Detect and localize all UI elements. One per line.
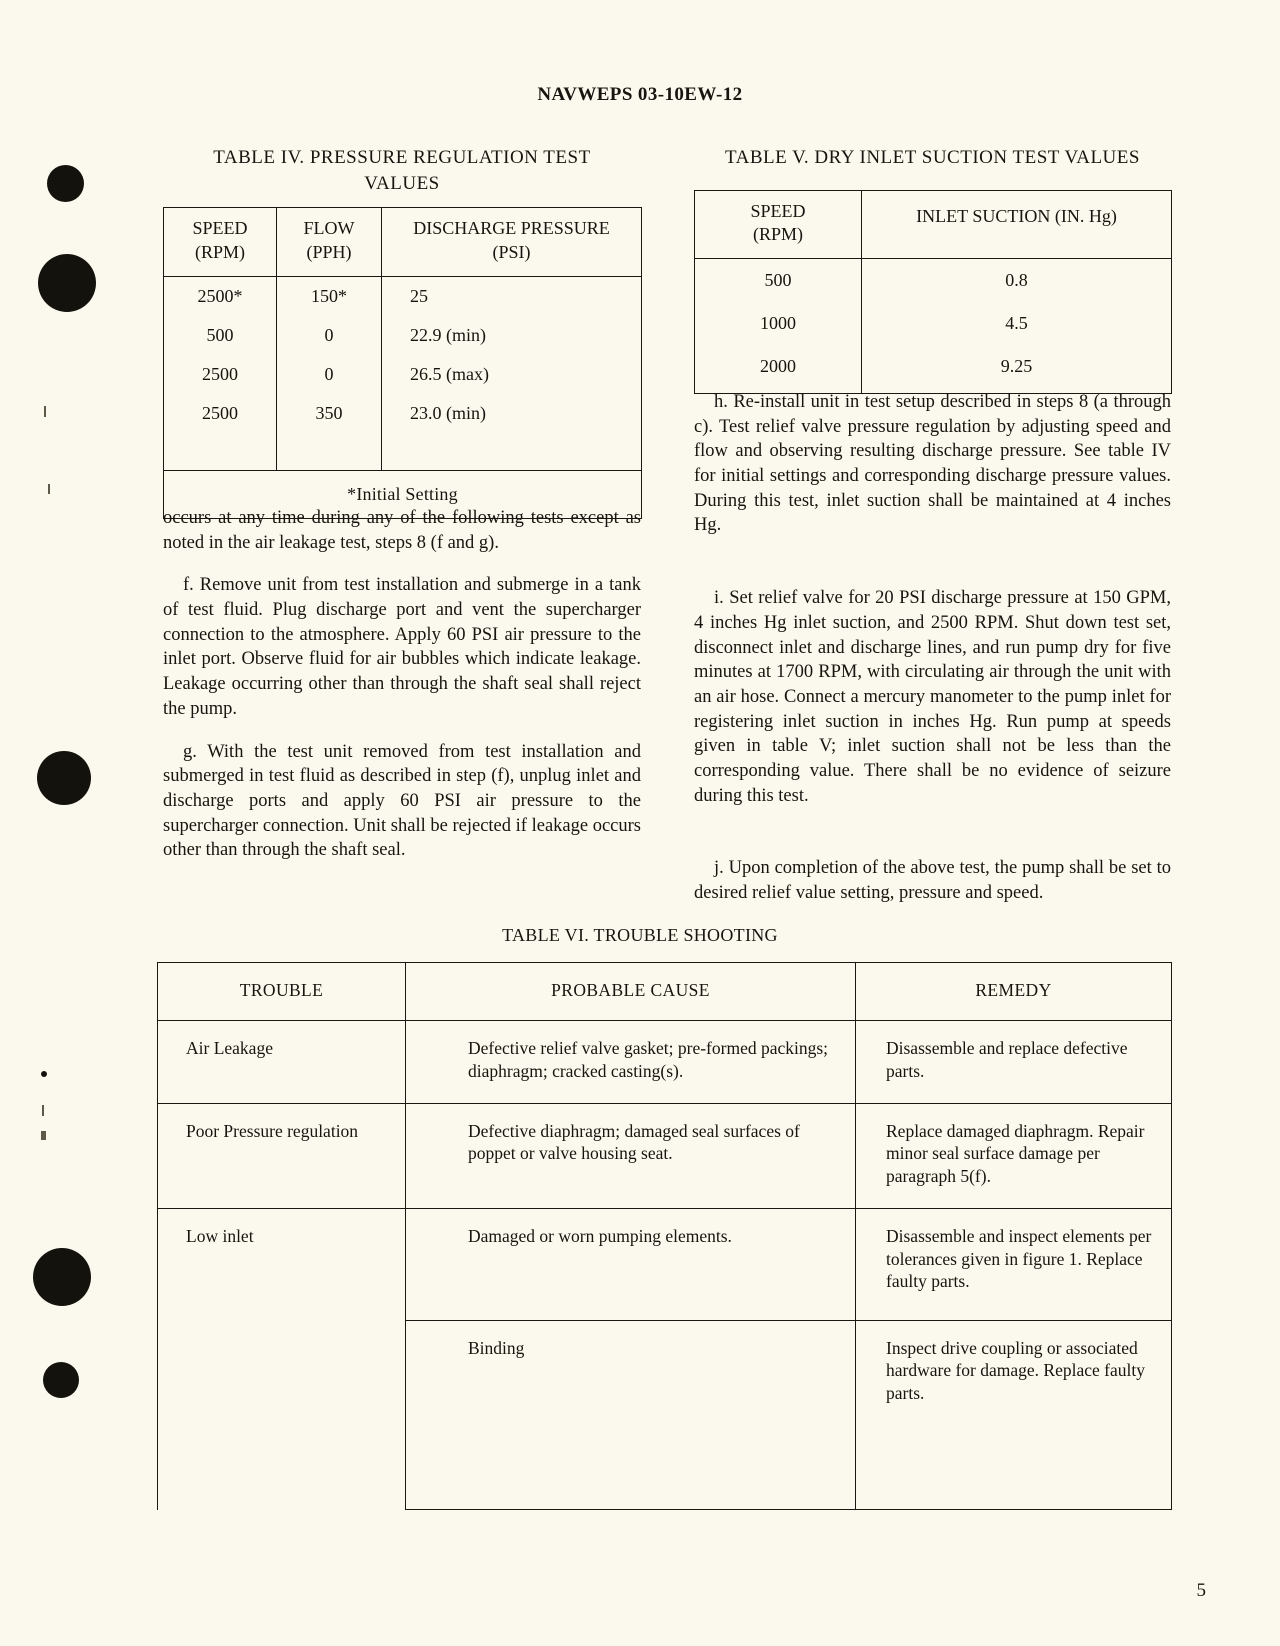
header-subtext: (RPM) — [194, 241, 245, 262]
table-v — [694, 190, 1172, 395]
table-iv-footnote: *Initial Setting — [164, 471, 642, 519]
table-iv-container — [163, 145, 641, 519]
table-vi — [157, 962, 1172, 1510]
table-row — [164, 277, 642, 317]
cell-speed: 2000 — [695, 345, 862, 394]
cell-discharge: 23.0 (min) — [382, 394, 642, 471]
table-row — [164, 394, 642, 471]
cell-flow: 350 — [277, 394, 382, 471]
paragraph-i: i. Set relief valve for 20 PSI discharge pressure at 150 GPM, 4 inches Hg inlet suction, and 2500 RPM. Shut down test set, disconnect inlet and discharge lines, and run pump dry for five minutes at 1700 RPM, with circulating air through the unit with an air hose. Connect a mercury manometer to the pump inlet for registering inlet suction in inches Hg. Run pump at speeds given in table V; inlet suction shall not be less than the corresponding value. There shall be no evidence of seizure during this test. — [694, 588, 1171, 806]
table-vi-caption: TABLE VI. TROUBLE SHOOTING — [502, 925, 778, 945]
table-vi-header-remedy: REMEDY — [856, 963, 1172, 1021]
cell-trouble: Air Leakage — [158, 1021, 406, 1104]
cell-trouble — [158, 1208, 406, 1510]
header-text: SPEED — [192, 218, 248, 239]
cell-speed: 500 — [695, 259, 862, 303]
cell-suction: 0.8 — [862, 259, 1172, 303]
cell-flow: 0 — [277, 355, 382, 394]
table-iv-header-row — [164, 208, 642, 277]
punch-mark-5 — [43, 1362, 79, 1398]
table-iv-caption-line1: TABLE IV. PRESSURE REGULATION TEST — [213, 147, 591, 168]
cell-discharge: 22.9 (min) — [382, 316, 642, 355]
cell-discharge: 26.5 (max) — [382, 355, 642, 394]
table-v-header-row — [695, 190, 1172, 259]
margin-tick-3 — [42, 1105, 44, 1116]
punch-mark-3 — [37, 751, 91, 805]
table-vi-header-trouble: TROUBLE — [158, 963, 406, 1021]
right-text-column — [694, 390, 1171, 924]
cell-remedy: Replace damaged diaphragm. Repair minor seal surface damage per paragraph 5(f). — [856, 1103, 1172, 1208]
paragraph-h: h. Re-install unit in test setup described in steps 8 (a through c). Test relief valve pressure regulation by adjusting speed and flow and observing resulting discharge pressure. See table IV for initial settings and corresponding discharge pressure values. During this test, inlet suction shall be maintained at 4 inches Hg. — [694, 392, 1171, 536]
paragraph-continued: occurs at any time during any of the following tests except as noted in the air leakage test, steps 8 (f and g). — [163, 508, 641, 553]
cell-suction: 4.5 — [862, 302, 1172, 345]
cell-flow: 150* — [277, 277, 382, 317]
margin-tick-2 — [48, 484, 50, 494]
table-iv-caption-line2: VALUES — [364, 172, 440, 194]
table-iv-header-flow — [277, 208, 382, 277]
header-text: SPEED — [750, 200, 806, 221]
table-row — [158, 1103, 1172, 1208]
table-row — [158, 1208, 1172, 1320]
cell-speed: 2500 — [164, 394, 277, 471]
table-v-container — [694, 145, 1171, 394]
table-row — [164, 316, 642, 355]
header-subtext: (PPH) — [306, 241, 352, 262]
table-iv-caption — [163, 145, 641, 196]
paragraph-j: j. Upon completion of the above test, the pump shall be set to desired relief value setting, pressure and speed. — [694, 858, 1171, 903]
cell-cause: Binding — [406, 1320, 856, 1510]
table-v-header-speed — [695, 190, 862, 259]
table-row — [695, 345, 1172, 394]
cell-cause: Damaged or worn pumping elements. — [406, 1208, 856, 1320]
page-number: 5 — [1196, 1580, 1206, 1601]
table-iv-header-discharge — [382, 208, 642, 277]
cell-remedy: Inspect drive coupling or associated hardware for damage. Replace faulty parts. — [856, 1320, 1172, 1510]
cell-trouble-text: Low inlet — [186, 1225, 254, 1246]
header-subtext: (PSI) — [492, 241, 531, 262]
table-iv — [163, 207, 642, 519]
left-text-column — [163, 506, 641, 881]
table-row — [695, 259, 1172, 303]
cell-speed: 500 — [164, 316, 277, 355]
margin-tick-4 — [41, 1131, 46, 1140]
cell-remedy: Disassemble and inspect elements per tolerances given in figure 1. Replace faulty parts. — [856, 1208, 1172, 1320]
punch-mark-1 — [47, 165, 84, 202]
table-v-caption: TABLE V. DRY INLET SUCTION TEST VALUES — [725, 147, 1140, 168]
cell-trouble: Poor Pressure regulation — [158, 1103, 406, 1208]
table-v-header-suction — [862, 190, 1172, 259]
cell-speed: 2500 — [164, 355, 277, 394]
table-row — [158, 1021, 1172, 1104]
cell-speed: 1000 — [695, 302, 862, 345]
paragraph-g: g. With the test unit removed from test installation and submerged in test fluid as described in step (f), unplug inlet and discharge ports and apply 60 PSI air pressure to the supercharger connection. Unit shall be rejected if leakage occurs other than through the shaft seal. — [163, 741, 641, 861]
header-text: FLOW — [303, 218, 355, 239]
table-vi-header-row — [158, 963, 1172, 1021]
cell-suction: 9.25 — [862, 345, 1172, 394]
table-row — [164, 355, 642, 394]
paragraph-spacer — [694, 556, 1171, 586]
cell-discharge: 25 — [382, 277, 642, 317]
paragraph-spacer — [694, 826, 1171, 856]
header-text: INLET SUCTION (IN. Hg) — [916, 205, 1117, 226]
cell-cause: Defective relief valve gasket; pre-formed packings; diaphragm; cracked casting(s). — [406, 1021, 856, 1104]
cell-speed: 2500* — [164, 277, 277, 317]
cell-remedy: Disassemble and replace defective parts. — [856, 1021, 1172, 1104]
punch-mark-4 — [33, 1248, 91, 1306]
table-vi-header-cause: PROBABLE CAUSE — [406, 963, 856, 1021]
table-iv-header-speed — [164, 208, 277, 277]
paragraph-f: f. Remove unit from test installation and submerge in a tank of test fluid. Plug discharge port and vent the supercharger connection to the atmosphere. Apply 60 PSI air pressure to the inlet port. Observe fluid for air bubbles which indicate leakage. Leakage occurring other than through the shaft seal shall reject the pump. — [163, 575, 641, 719]
margin-tick-1 — [44, 406, 46, 417]
speck-mark-1 — [41, 1071, 47, 1077]
header-subtext: (RPM) — [752, 224, 803, 245]
punch-mark-2 — [38, 254, 96, 312]
running-head: NAVWEPS 03-10EW-12 — [537, 84, 743, 105]
header-text: DISCHARGE PRESSURE — [413, 218, 610, 239]
table-row — [695, 302, 1172, 345]
table-vi-container — [157, 962, 1171, 1510]
cell-cause: Defective diaphragm; damaged seal surfaces of poppet or valve housing seat. — [406, 1103, 856, 1208]
cell-flow: 0 — [277, 316, 382, 355]
